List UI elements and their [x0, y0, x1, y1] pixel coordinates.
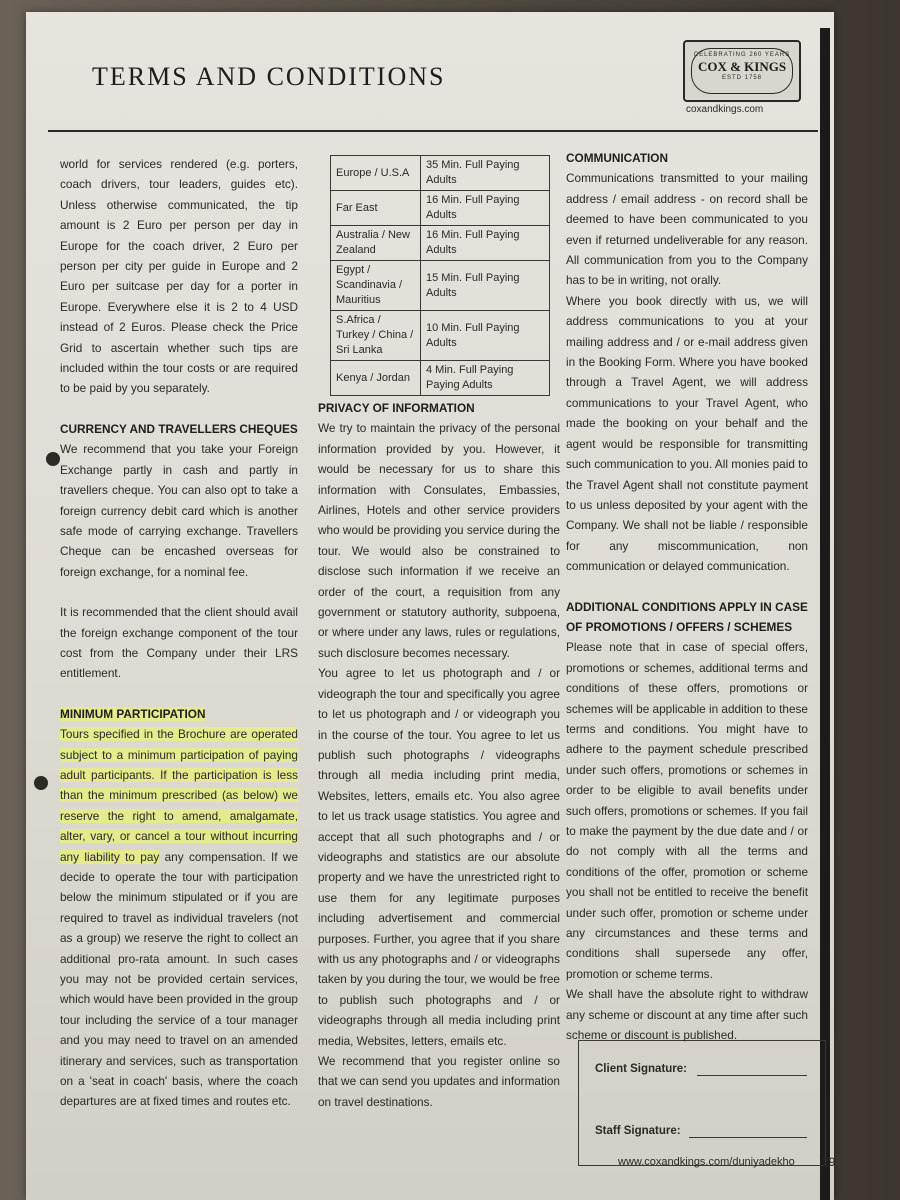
region-cell: Europe / U.S.A	[331, 156, 421, 191]
promotions-heading: ADDITIONAL CONDITIONS APPLY IN CASE OF PROMOTIONS / OFFERS / SCHEMES	[566, 599, 808, 634]
currency-paragraph-2: It is recommended that the client should avail the foreign exchange component of the tour cost from the Company under their LRS entitlement.	[60, 605, 298, 681]
privacy-paragraph-3: We recommend that you register online so that we can send you updates and information on travel destinations.	[318, 1054, 560, 1109]
privacy-heading: PRIVACY OF INFORMATION	[318, 401, 475, 415]
region-cell: Australia / New Zealand	[331, 226, 421, 261]
column-right	[566, 148, 808, 1045]
minimum-participation-text: any compensation. If we decide to operate the tour with participation below the minimum stipulated or if you are required to travel as individual travelers (not as a group) we reserve the right to collect an additional pro-rata amount. In such cases you may not be provided certain services, which would have been provided in the group tour including the service of a tour manager and you may need to travel on an amended itinerary and services, such as transportation on a 'seat in coach' basis, where the coach departures are at fixed times and routes etc.	[60, 849, 298, 1109]
minimum-participation-heading: MINIMUM PARTICIPATION	[60, 706, 206, 721]
currency-heading: CURRENCY AND TRAVELLERS CHEQUES	[60, 421, 298, 436]
client-signature-line[interactable]	[697, 1075, 807, 1076]
logo-tagline: CELEBRATING 260 YEARS	[693, 52, 791, 58]
table-row	[331, 311, 550, 361]
requirement-cell: 4 Min. Full Paying Paying Adults	[421, 361, 550, 396]
column-middle	[318, 398, 560, 1112]
logo-url: coxandkings.com	[686, 104, 764, 115]
page-number: 29	[822, 1155, 836, 1169]
logo-brand-name: COX & KINGS	[697, 59, 787, 74]
signature-box	[578, 1040, 826, 1166]
requirement-cell: 35 Min. Full Paying Adults	[421, 156, 550, 191]
client-signature-label: Client Signature:	[595, 1063, 688, 1075]
table-row	[331, 361, 550, 396]
page-header	[48, 38, 818, 132]
binder-spine	[820, 28, 830, 1200]
requirement-cell: 16 Min. Full Paying Adults	[421, 191, 550, 226]
table-row	[331, 226, 550, 261]
logo-established: ESTD 1758	[721, 75, 763, 81]
region-cell: Egypt / Scandinavia / Mauritius	[331, 261, 421, 311]
footer-url: www.coxandkings.com/duniyadekho	[618, 1156, 795, 1168]
punch-hole-bottom	[34, 776, 48, 790]
page-title: TERMS AND CONDITIONS	[92, 62, 446, 91]
minimum-participation-highlighted-text: Tours specified in the Brochure are operated subject to a minimum participation of paying adult participants. If the participation is less than the minimum prescribed (as below) we reserve the right to amend, amalgamate, alter, vary, or cancel a tour without incurring any liability to pay	[60, 727, 298, 864]
promotions-paragraph-2: We shall have the absolute right to withdraw any scheme or discount at any time after such scheme or discount is published.	[566, 987, 808, 1043]
staff-signature-label: Staff Signature:	[595, 1125, 681, 1137]
table-row	[331, 191, 550, 226]
region-cell: Far East	[331, 191, 421, 226]
requirement-cell: 10 Min. Full Paying Adults	[421, 311, 550, 361]
staff-signature-line[interactable]	[689, 1137, 807, 1138]
privacy-paragraph-2: You agree to let us photograph and / or videograph the tour and specifically you agree to let us photograph and / or videograph you in the course of the tour. You agree to let us publish such photographs / videographs through all media including print media, Websites, letters, emails etc. You also agree to let us track usage statistics. You agree and accept that all such photographs and / or videographs and statistics are our absolute property and we have the unrestricted right to use them for any legitimate purposes including advertisement and commercial purposes. Further, you agree that if you share with us any photographs and / or videographs taken by you during the tour, we would be free to publish such photographs and / or videographs through all media including print media, Websites, letters, emails etc.	[318, 666, 560, 1048]
communication-paragraph-1: Communications transmitted to your mailing address / email address - on record shall be deemed to have been communicated to you even if returned undeliverable for any reason. All communication from you to the Company has to be in writing, not orally.	[566, 171, 808, 288]
currency-paragraph-1: We recommend that you take your Foreign Exchange partly in cash and partly in travellers cheque. You can also opt to take a foreign currency debit card which is another safe mode of carrying exchange. Travellers Cheque can be encashed overseas for foreign exchange, for a nominal fee.	[60, 442, 298, 579]
column-left	[60, 154, 298, 1112]
punch-hole-top	[46, 452, 60, 466]
table-row	[331, 261, 550, 311]
cox-and-kings-logo	[683, 40, 801, 102]
tips-paragraph: world for services rendered (e.g. porters, coach drivers, tour leaders, guides etc). Unless otherwise communicated, the tip amount is 2 Euro per person per day in Europe for the coach driver, 2 Euro per person per city per guide in Europe and 2 Euro per suitcase per day for a porter in Europe. Everywhere else it is 2 to 4 USD instead of 2 Euros. Please check the Price Grid to ascertain whether such tips are included within the tour costs or are required to be paid by you separately.	[60, 157, 298, 396]
region-cell: Kenya / Jordan	[331, 361, 421, 396]
communication-paragraph-2: Where you book directly with us, we will address communications to you at your mailing address and / or e-mail address given in the Booking Form. Where you have booked through a Travel Agent, we will address communications to your Travel Agent, who made the booking on your behalf and the agent would be responsible for transmitting such communication to you. All monies paid to the Travel Agent shall not constitute payment to us unless deposited by your agent with the Company. We shall not be liable / responsible for any miscommunication, non communication or delayed communication.	[566, 293, 808, 574]
requirement-cell: 15 Min. Full Paying Adults	[421, 261, 550, 311]
minimum-participation-table	[330, 155, 550, 396]
communication-heading: COMMUNICATION	[566, 151, 669, 165]
requirement-cell: 16 Min. Full Paying Adults	[421, 226, 550, 261]
promotions-paragraph-1: Please note that in case of special offers, promotions or schemes, additional terms and conditions of these offers, promotions or schemes will be applicable in addition to these terms and conditions. You might have to adhere to the payment schedule prescribed under such offers, promotions or schemes in order to be eligible to avail benefits under such offers, promotions or schemes. If you fail to make the payment by the due date and / or do not comply with all the terms and conditions of the offer, promotion or scheme you shall not be entitled to receive the benefit under such offer, promotion or scheme under any circumstances and these terms and conditions shall supersede any offer, promotion or scheme terms.	[566, 640, 808, 981]
privacy-paragraph-1: We try to maintain the privacy of the personal information provided by you. However, it would be necessary for us to share this information with Consulates, Embassies, Airlines, Hotels and other service providers who would be providing you service during the tour. We would also be constrained to disclose such information if we receive an order of the court, a requisition from any government or statutory authority, subpoena, or where under any laws, rules or regulations, such disclosure becomes necessary.	[318, 421, 560, 660]
region-cell: S.Africa / Turkey / China / Sri Lanka	[331, 311, 421, 361]
table-row	[331, 156, 550, 191]
